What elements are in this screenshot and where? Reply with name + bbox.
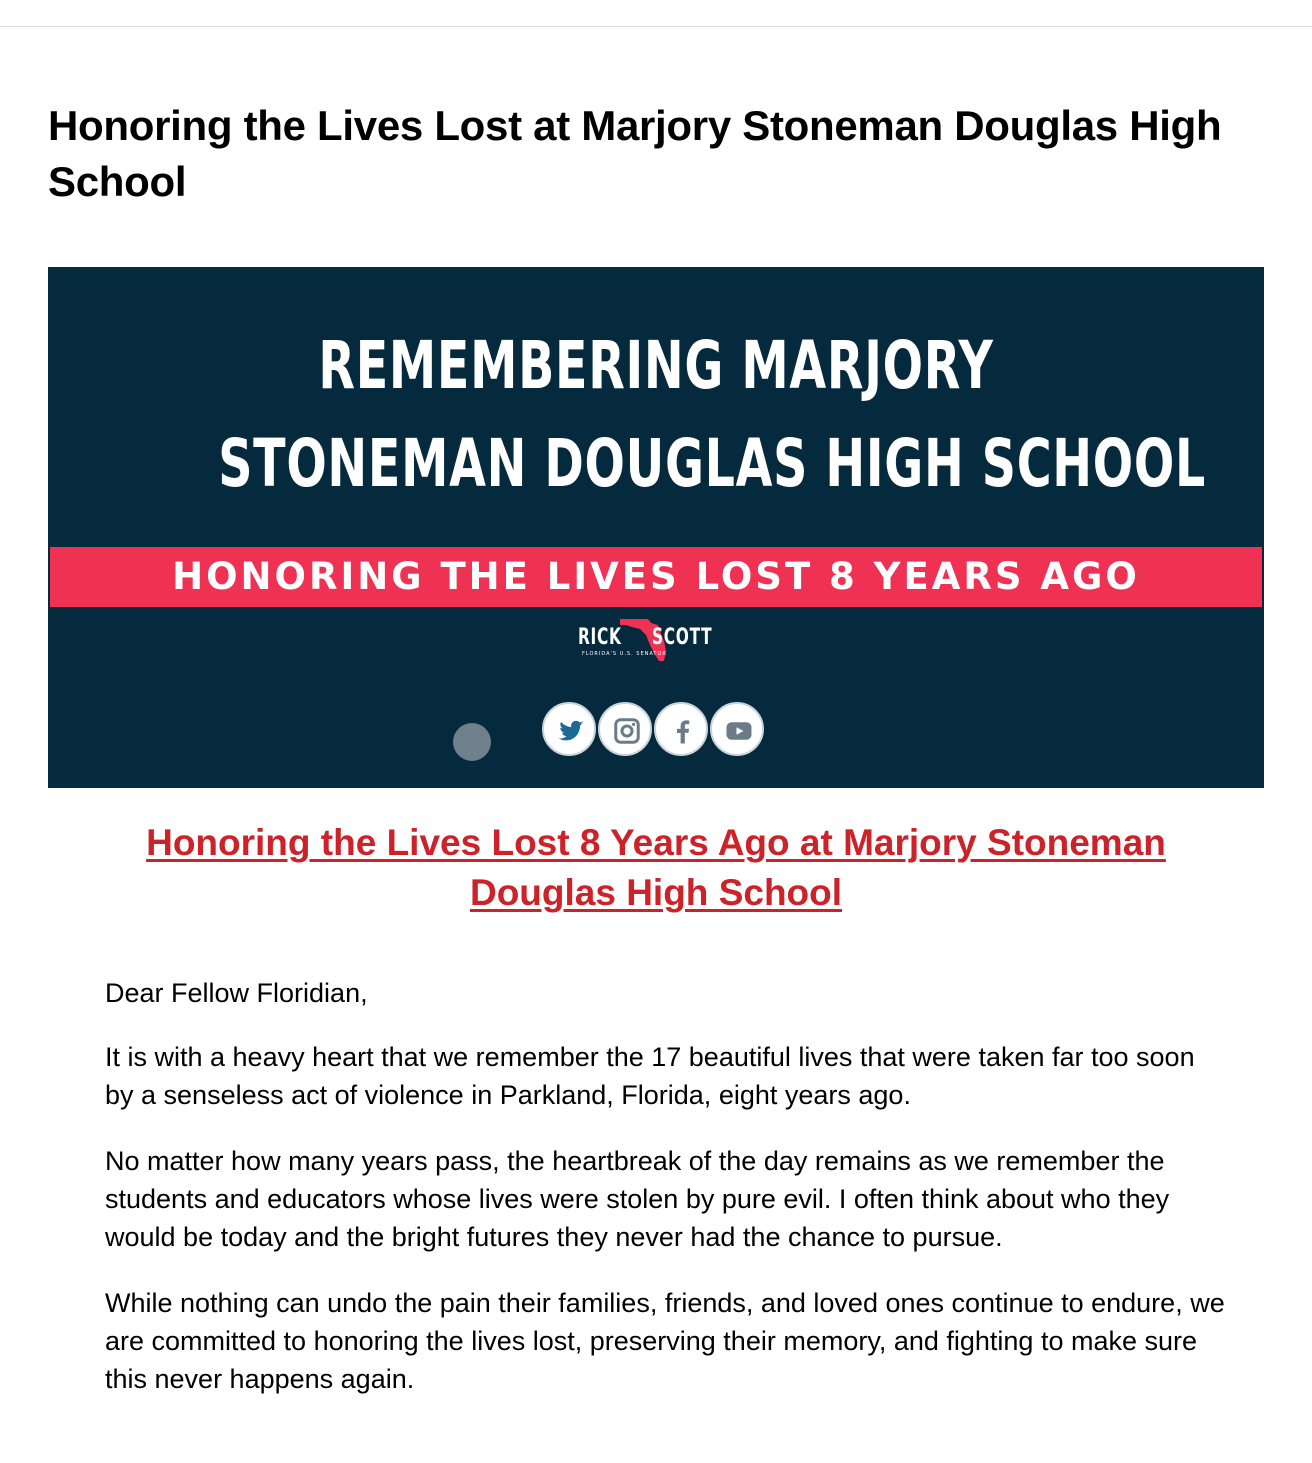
letter-paragraph: No matter how many years pass, the heartbreak of the day remains as we remember the students and educators whose lives were stolen by pure evil. I often think about who they would be today and the bright futures they never had the chance to pursue. <box>105 1146 1170 1252</box>
banner-heading <box>218 317 1207 513</box>
instagram-icon <box>612 716 642 746</box>
logo-last-name: SCOTT <box>652 625 713 650</box>
letter-greeting: Dear Fellow Floridian, <box>105 978 368 1008</box>
logo-tagline: FLORIDA'S U.S. SENATOR <box>582 651 667 657</box>
youtube-icon <box>724 716 754 746</box>
youtube-link[interactable] <box>710 702 764 756</box>
social-links <box>542 702 772 762</box>
rick-scott-logo <box>578 617 738 667</box>
banner-heading-line-1: REMEMBERING MARJORY <box>318 327 994 404</box>
article-link-title[interactable]: Honoring the Lives Lost 8 Years Ago at Marjory Stoneman Douglas High School <box>146 822 1166 913</box>
banner-subheading-bar <box>50 547 1262 607</box>
email-subject: Honoring the Lives Lost at Marjory Stoneman Douglas High School <box>48 102 1222 205</box>
twitter-link[interactable] <box>542 702 596 756</box>
logo-first-name: RICK <box>578 625 622 650</box>
letter-body <box>105 974 1225 1426</box>
facebook-link[interactable] <box>654 702 708 756</box>
instagram-link[interactable] <box>598 702 652 756</box>
letter-paragraph: It is with a heavy heart that we remember the 17 beautiful lives that were taken far too soon by a senseless act of violence in Parkland, Florida, eight years ago. <box>105 1042 1195 1110</box>
banner-subheading: HONORING THE LIVES LOST 8 YEARS AGO <box>172 555 1140 598</box>
carousel-dot <box>453 723 491 761</box>
twitter-icon <box>556 716 586 746</box>
email-banner[interactable] <box>48 267 1264 788</box>
banner-heading-line-2: STONEMAN DOUGLAS HIGH SCHOOL <box>218 425 1207 502</box>
letter-paragraph: While nothing can undo the pain their families, friends, and loved ones continue to endure, we are committed to honoring the lives lost, preserving their memory, and fighting to make sure this never happens again. <box>105 1288 1225 1394</box>
header-divider <box>0 26 1312 27</box>
facebook-icon <box>668 716 698 746</box>
